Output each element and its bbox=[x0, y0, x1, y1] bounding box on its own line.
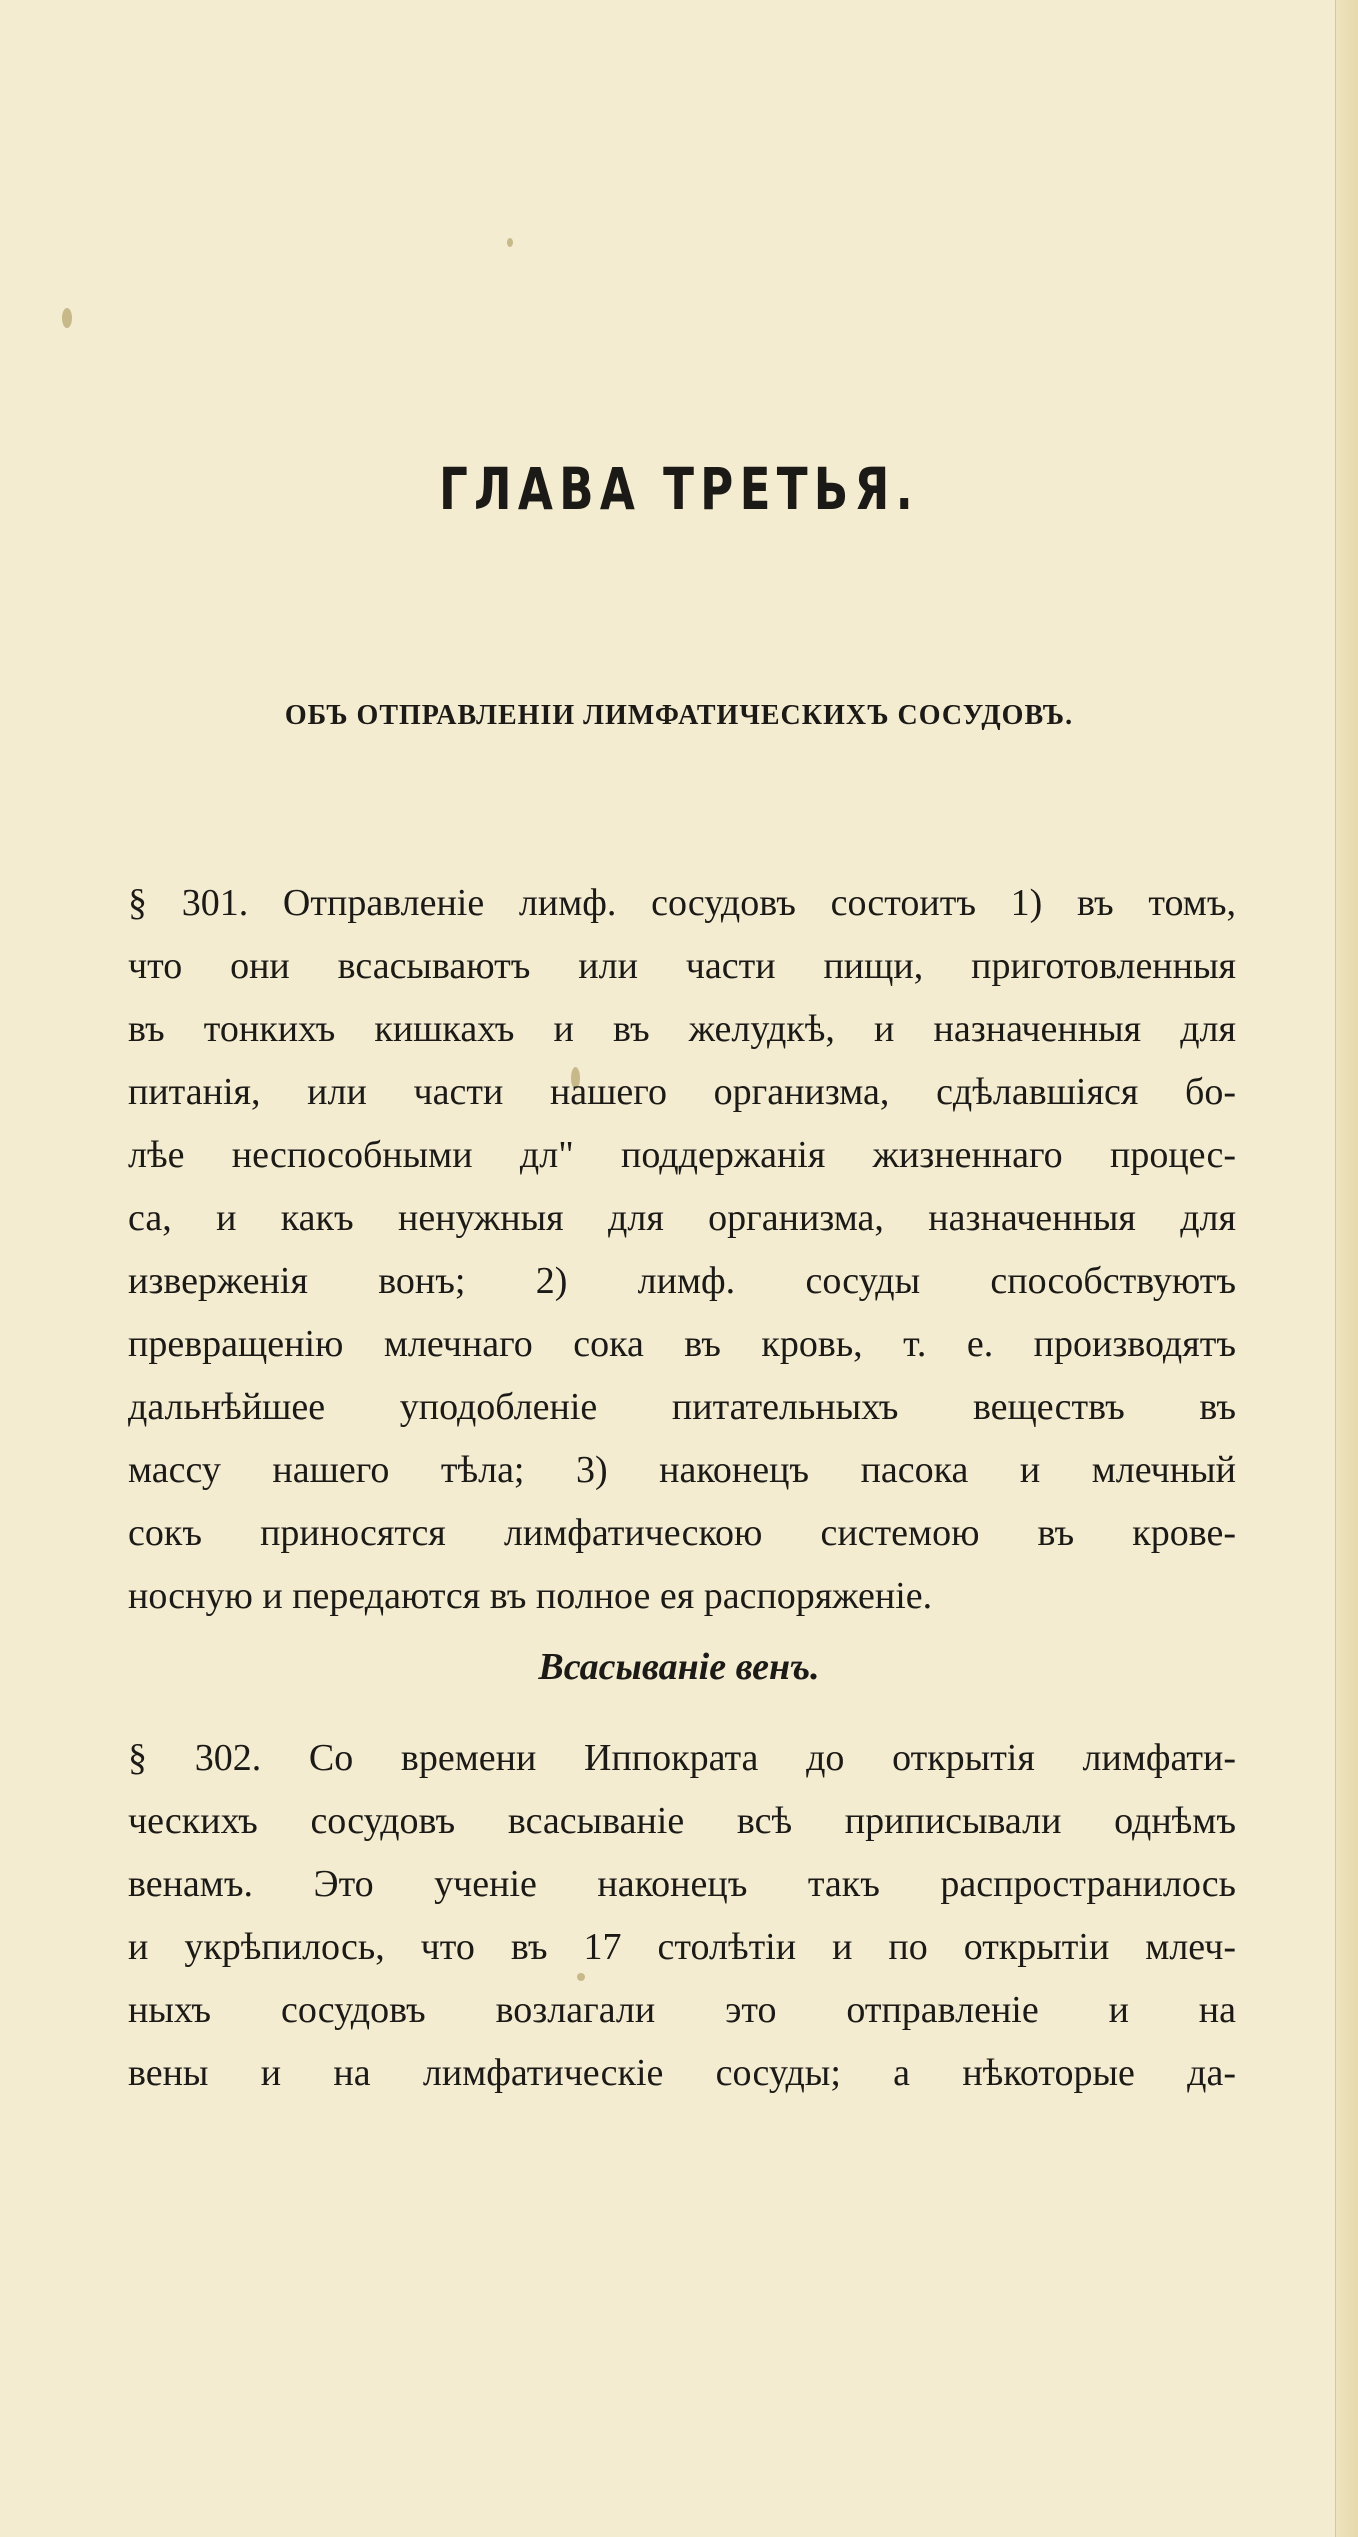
text-line: лѣе неспособными дл" поддержанія жизненнаго процес- bbox=[128, 1134, 1236, 1176]
paragraph-301 bbox=[128, 872, 1236, 1628]
page-edge bbox=[1335, 0, 1358, 2537]
text-line: сокъ приносятся лимфатическою системою въ крове- bbox=[128, 1512, 1236, 1554]
text-line: венамъ. Это ученіе наконецъ такъ распространилось bbox=[128, 1863, 1236, 1905]
text-line: изверженія вонъ; 2) лимф. сосуды способствуютъ bbox=[128, 1260, 1236, 1302]
text-line: носную и передаются въ полное ея распоряженіе. bbox=[128, 1575, 933, 1617]
text-line: ныхъ сосудовъ возлагали это отправленіе и на bbox=[128, 1989, 1236, 2031]
paragraph-302 bbox=[128, 1727, 1236, 2105]
paper-speck bbox=[62, 308, 72, 328]
text-line: что они всасываютъ или части пищи, приготовленныя bbox=[128, 945, 1236, 987]
text-line: и укрѣпилось, что въ 17 столѣтіи и по открытіи млеч- bbox=[128, 1926, 1236, 1968]
text-line: § 302. Со времени Иппократа до открытія лимфати- bbox=[128, 1737, 1236, 1779]
text-line: питанія, или части нашего организма, сдѣлавшіяся бо- bbox=[128, 1071, 1236, 1113]
text-line: въ тонкихъ кишкахъ и въ желудкѣ, и назначенныя для bbox=[128, 1008, 1236, 1050]
text-line: са, и какъ ненужныя для организма, назначенныя для bbox=[128, 1197, 1236, 1239]
text-line: дальнѣйшее уподобленіе питательныхъ веществъ въ bbox=[128, 1386, 1236, 1428]
chapter-title: ГЛАВА ТРЕТЬЯ. bbox=[438, 455, 920, 523]
section-heading: Всасываніе венъ. bbox=[538, 1646, 820, 1688]
text-line: массу нашего тѣла; 3) наконецъ пасока и млечный bbox=[128, 1449, 1236, 1491]
text-line: ческихъ сосудовъ всасываніе всѣ приписывали однѣмъ bbox=[128, 1800, 1236, 1842]
chapter-subtitle: ОБЪ ОТПРАВЛЕНІИ ЛИМФАТИЧЕСКИХЪ СОСУДОВЪ. bbox=[284, 700, 1074, 731]
text-line: вены и на лимфатическіе сосуды; а нѣкоторые да- bbox=[128, 2052, 1236, 2094]
text-line: § 301. Отправленіе лимф. сосудовъ состоитъ 1) въ томъ, bbox=[128, 882, 1236, 924]
text-line: превращенію млечнаго сока въ кровь, т. е. производятъ bbox=[128, 1323, 1236, 1365]
paper-speck bbox=[507, 238, 513, 247]
